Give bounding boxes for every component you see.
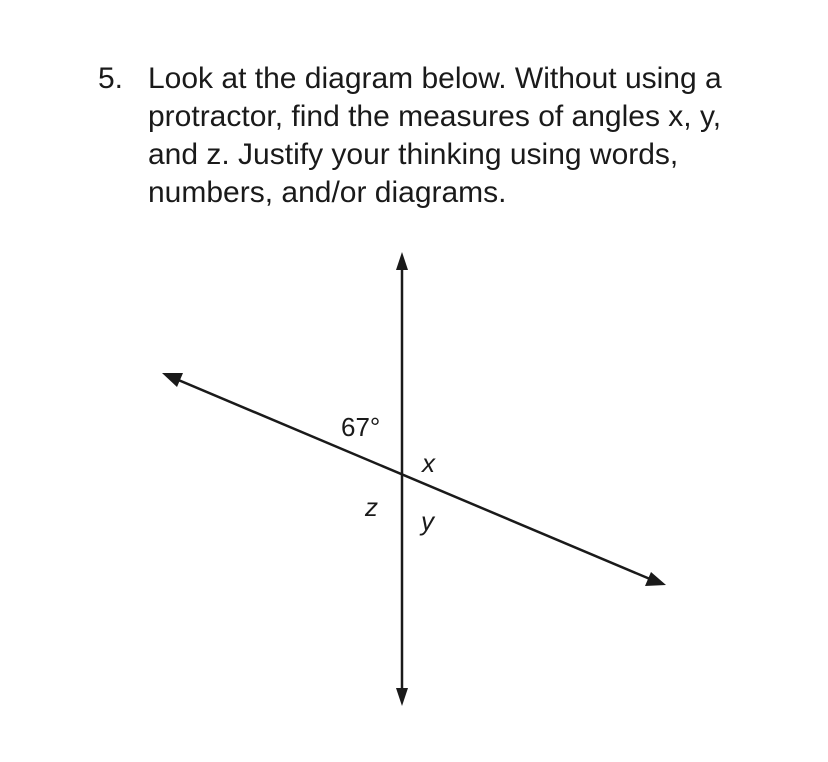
angle-y-label: y bbox=[421, 506, 434, 536]
question-number: 5. bbox=[98, 62, 124, 95]
question-line-4: numbers, and/or diagrams. bbox=[148, 176, 507, 209]
question-line-2: protractor, find the measures of angles x, y, bbox=[148, 100, 722, 133]
vertical-arrow-top bbox=[396, 252, 408, 270]
transversal-arrow-right bbox=[645, 572, 666, 586]
angle-x-label: x bbox=[422, 448, 435, 478]
given-angle-label: 67° bbox=[341, 412, 381, 442]
question-line-3: and z. Justify your thinking using words, bbox=[148, 138, 679, 171]
angle-z-label: z bbox=[365, 492, 378, 522]
transversal-line bbox=[176, 379, 650, 579]
question-line-1: Look at the diagram below. Without using a bbox=[148, 62, 722, 95]
transversal-arrow-left bbox=[162, 373, 183, 387]
vertical-arrow-bottom bbox=[396, 688, 408, 706]
